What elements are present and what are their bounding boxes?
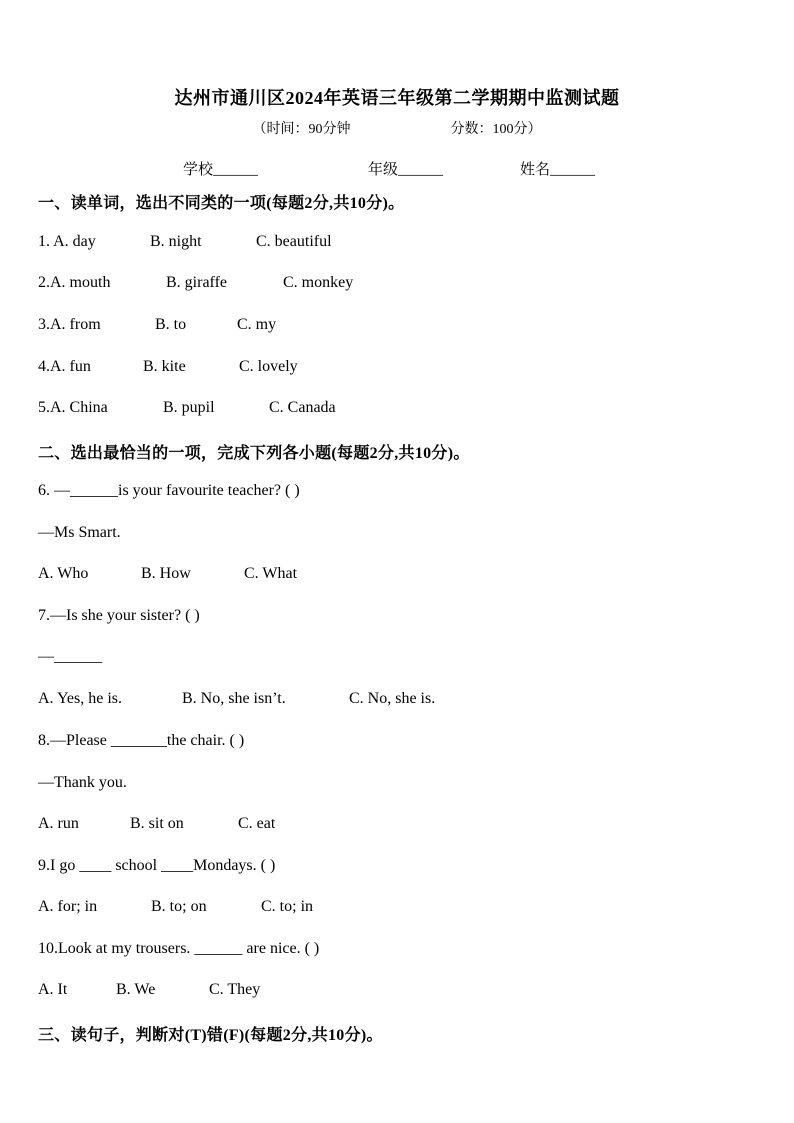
section-2-heading: 二、选出最恰当的一项，完成下列各小题(每题2分,共10分)。 — [38, 445, 470, 462]
question-10-stem: 10.Look at my trousers. ______ are nice. ( ) — [38, 940, 320, 957]
q5-option-c: C. Canada — [269, 399, 336, 416]
question-10-options — [38, 981, 260, 999]
q8-option-c: C. eat — [238, 815, 276, 832]
q6-option-c: C. What — [244, 565, 298, 582]
q7-option-b: B. No, she isn’t. — [182, 690, 286, 707]
q9-option-c: C. to; in — [261, 898, 314, 915]
q6-option-b: B. How — [141, 565, 191, 582]
q1-option-b: B. night — [150, 233, 202, 250]
q2-option-a: 2.A. mouth — [38, 274, 111, 291]
q2-option-b: B. giraffe — [166, 274, 228, 291]
section-1-heading: 一、读单词，选出不同类的一项(每题2分,共10分)。 — [38, 195, 405, 212]
q6-option-a: A. Who — [38, 565, 89, 582]
question-6-stem: 6. —______is your favourite teacher? ( ) — [38, 482, 300, 499]
q7-option-c: C. No, she is. — [349, 690, 436, 707]
question-9-stem: 9.I go ____ school ____Mondays. ( ) — [38, 857, 276, 874]
question-4 — [38, 358, 298, 376]
q1-option-c: C. beautiful — [256, 233, 332, 250]
q10-option-c: C. They — [209, 981, 261, 998]
q1-option-a: 1. A. day — [38, 233, 96, 250]
question-9-options — [38, 898, 313, 916]
q8-option-b: B. sit on — [130, 815, 184, 832]
q4-option-b: B. kite — [143, 358, 186, 375]
question-8-stem: 8.—Please _______the chair. ( ) — [38, 732, 245, 749]
grade-field: 年级______ — [368, 162, 444, 178]
question-6-options — [38, 565, 297, 583]
q4-option-c: C. lovely — [239, 358, 298, 375]
question-5 — [38, 399, 336, 417]
question-7-stem: 7.—Is she your sister? ( ) — [38, 607, 200, 624]
name-field: 姓名______ — [520, 162, 596, 178]
q2-option-c: C. monkey — [283, 274, 354, 291]
q3-option-c: C. my — [237, 316, 277, 333]
question-1 — [38, 233, 332, 251]
q9-option-b: B. to; on — [151, 898, 207, 915]
section-3-heading: 三、读句子，判断对(T)错(F)(每题2分,共10分)。 — [38, 1027, 383, 1044]
school-field: 学校______ — [183, 162, 259, 178]
q9-option-a: A. for; in — [38, 898, 98, 915]
q10-option-b: B. We — [116, 981, 156, 998]
q3-option-b: B. to — [155, 316, 187, 333]
q3-option-a: 3.A. from — [38, 316, 101, 333]
question-3 — [38, 316, 276, 334]
q4-option-a: 4.A. fun — [38, 358, 91, 375]
q5-option-a: 5.A. China — [38, 399, 108, 416]
q5-option-b: B. pupil — [163, 399, 215, 416]
question-7-options — [38, 690, 435, 708]
exam-score: 分数：100分） — [450, 122, 542, 137]
question-2 — [38, 274, 353, 292]
q8-option-a: A. run — [38, 815, 79, 832]
q10-option-a: A. It — [38, 981, 68, 998]
q7-option-a: A. Yes, he is. — [38, 690, 123, 707]
exam-title: 达州市通川区2024年英语三年级第二学期期中监测试题 — [174, 88, 620, 108]
question-8-reply: —Thank you. — [38, 774, 127, 791]
question-7-reply: —______ — [38, 648, 102, 665]
exam-subtitle — [0, 118, 794, 138]
exam-time: （时间：90分钟 — [252, 122, 351, 137]
question-8-options — [38, 815, 275, 833]
question-6-reply: —Ms Smart. — [38, 524, 121, 541]
